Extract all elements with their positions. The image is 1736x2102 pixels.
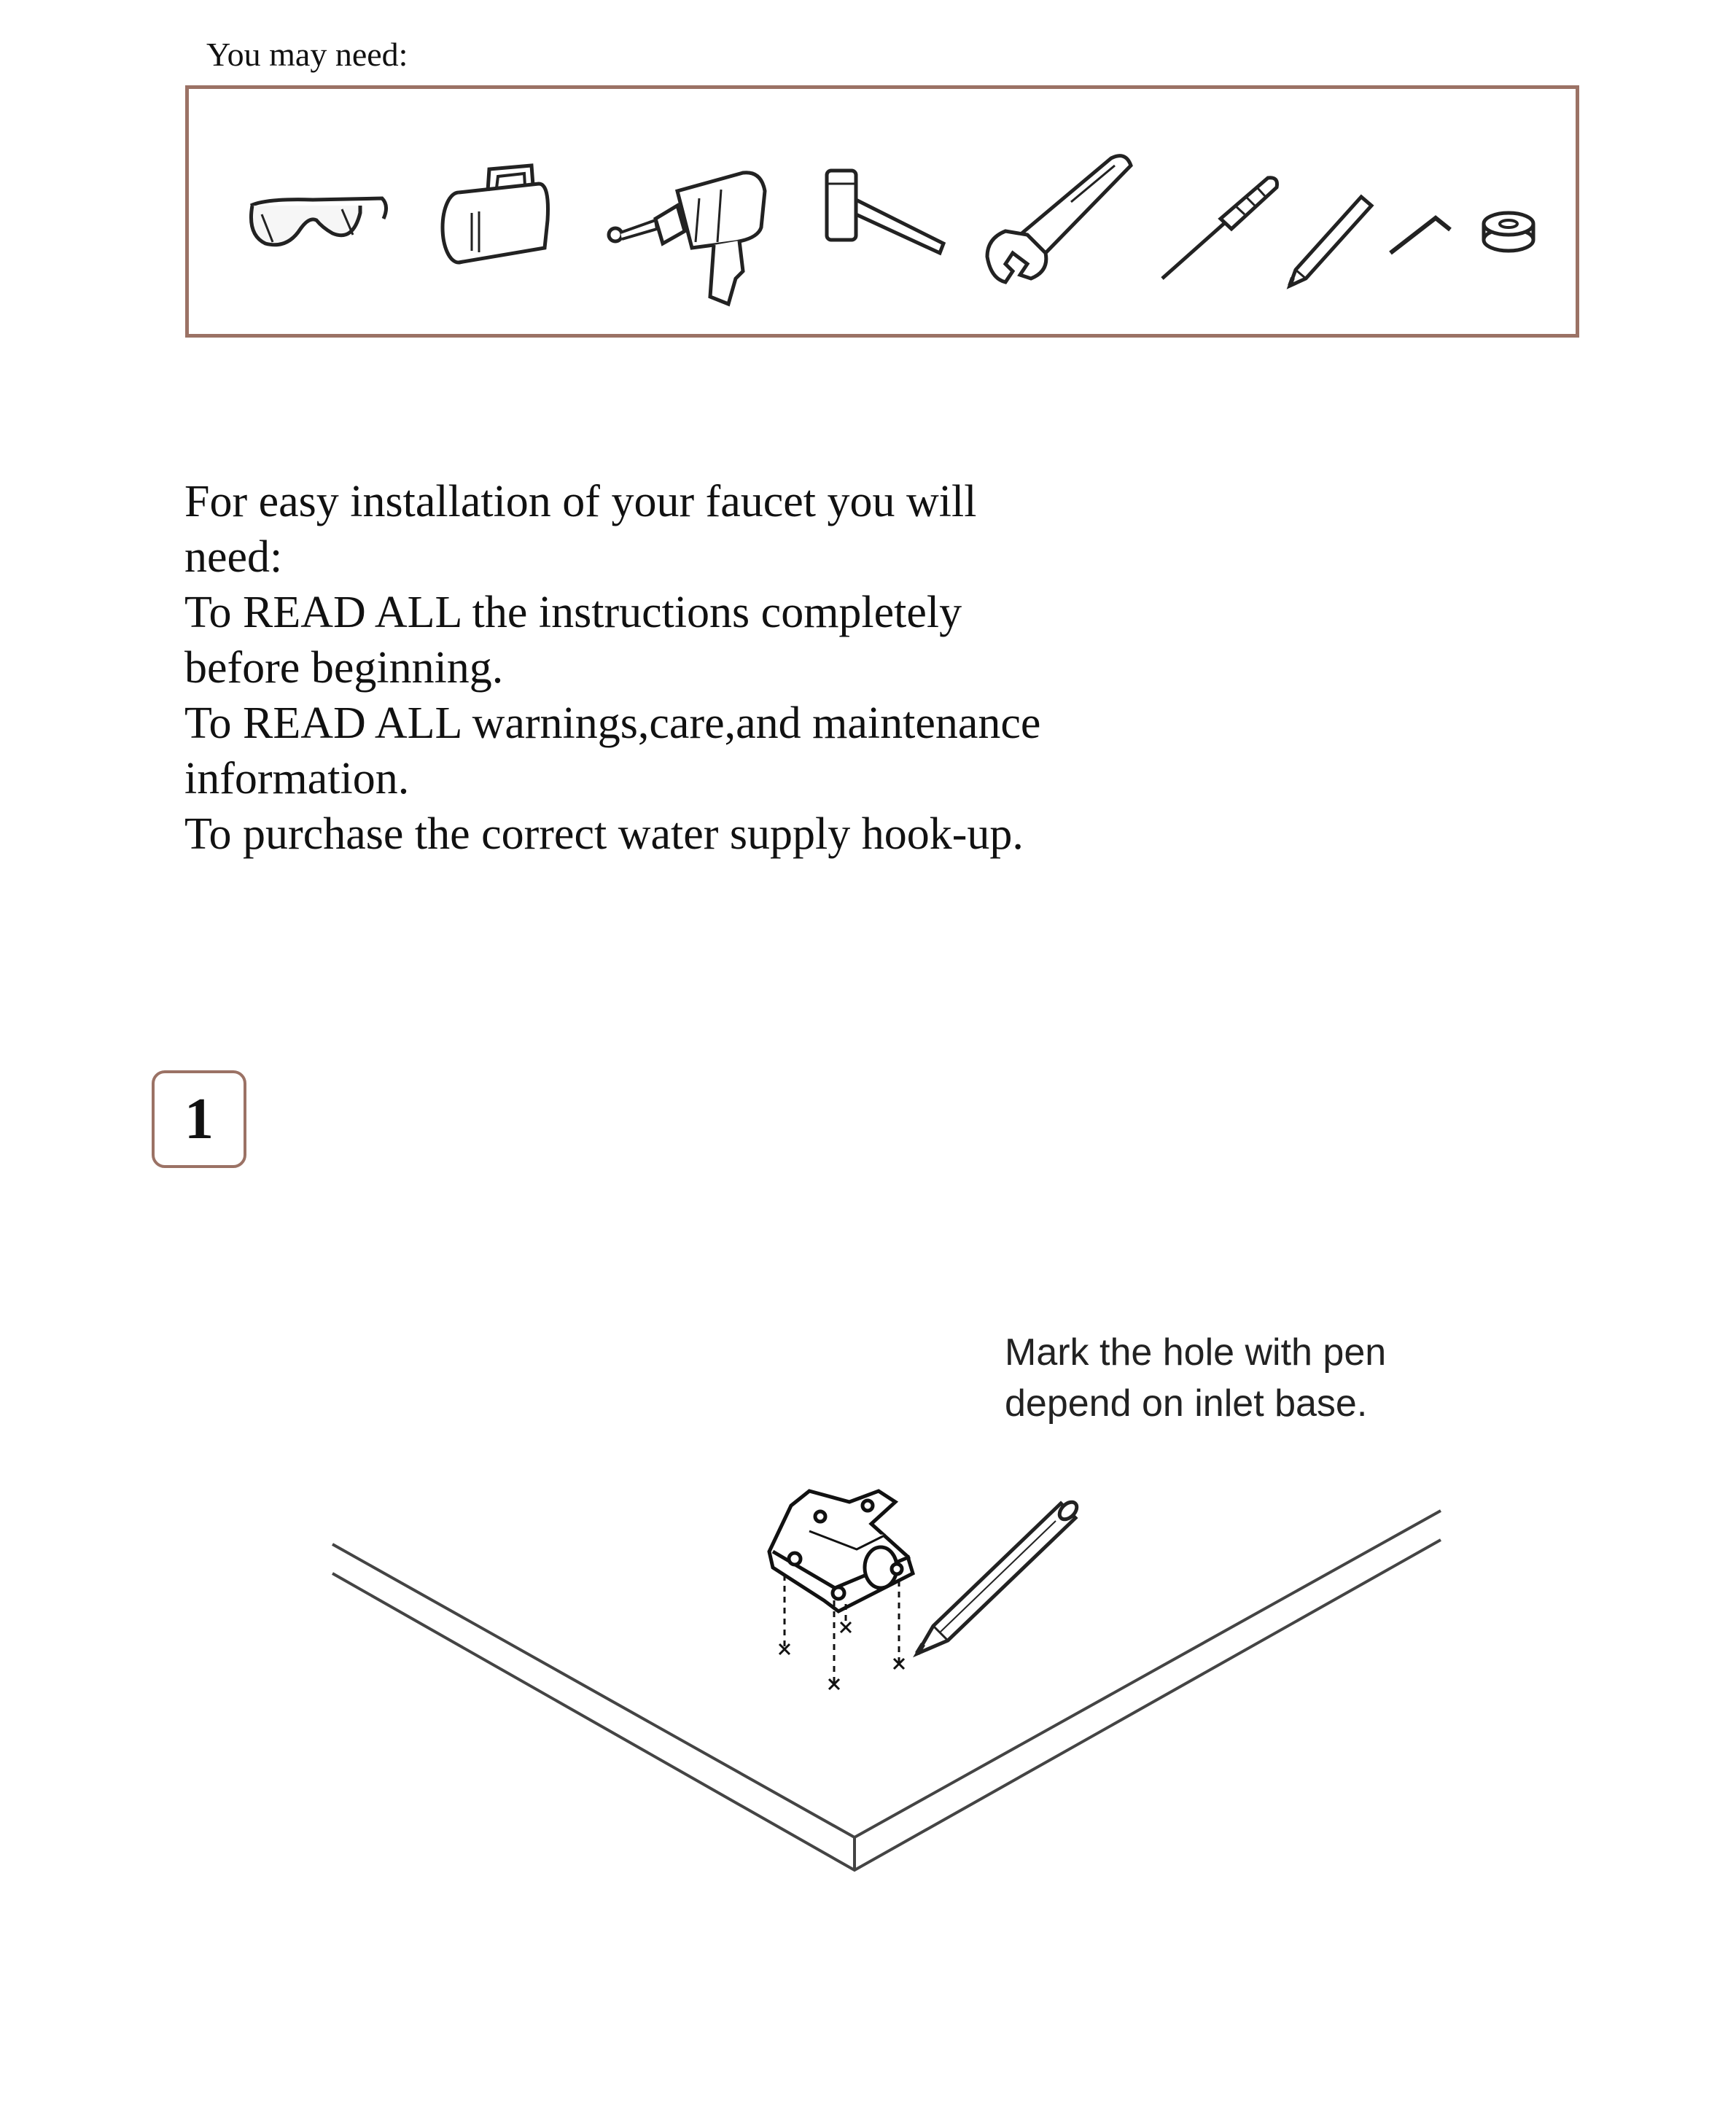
- step-caption-line: Mark the hole with pen: [1005, 1331, 1387, 1374]
- safety-glasses-icon: [244, 184, 389, 264]
- tools-heading: You may need:: [206, 36, 408, 73]
- inlet-base-icon: [769, 1491, 913, 1611]
- step-caption-line: depend on inlet base.: [1005, 1382, 1368, 1425]
- step-caption: [1005, 1327, 1386, 1429]
- marking-pencil-icon: [917, 1499, 1080, 1654]
- countertop-marking-illustration: [0, 1444, 1736, 1896]
- intro-line: For easy installation of your faucet you will need:: [184, 477, 977, 582]
- pencil-icon: [1282, 191, 1377, 293]
- intro-line: To purchase the correct water supply hook-up.: [184, 809, 1024, 859]
- intro-line: To READ ALL warnings,care,and maintenance information.: [184, 698, 1041, 803]
- intro-line: To READ ALL the instructions completely before beginning.: [184, 588, 962, 693]
- flashlight-icon: [437, 162, 553, 268]
- tools-panel: [185, 85, 1579, 338]
- power-drill-icon: [604, 162, 772, 308]
- cross-mark-icon: [779, 1622, 904, 1689]
- screwdriver-icon: [1159, 169, 1282, 286]
- adjustable-wrench-icon: [976, 147, 1144, 293]
- hex-key-icon: [1385, 209, 1457, 260]
- hammer-icon: [823, 162, 954, 257]
- plumbers-tape-icon: [1479, 202, 1538, 260]
- step-number-badge: 1: [152, 1070, 246, 1168]
- intro-text: [184, 474, 1059, 862]
